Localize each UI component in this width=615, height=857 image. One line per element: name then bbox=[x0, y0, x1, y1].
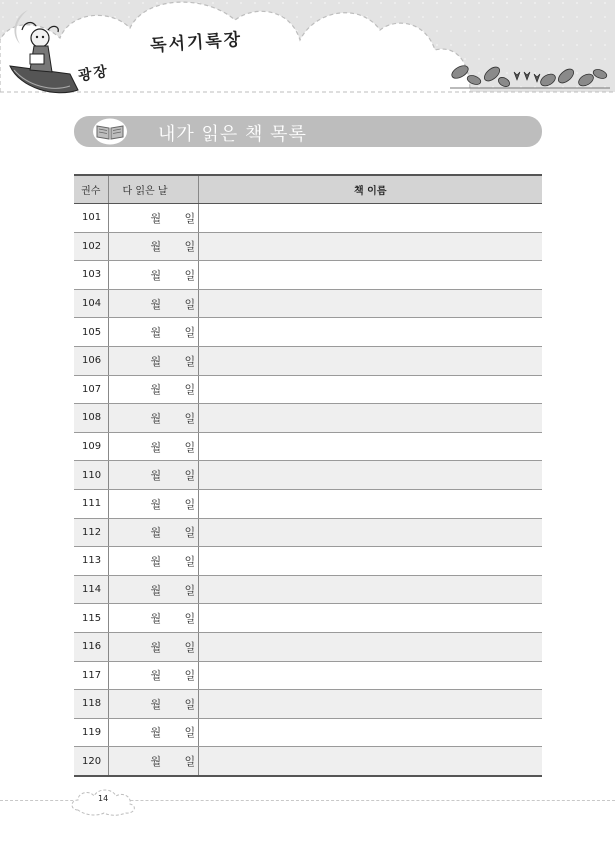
table-row bbox=[74, 718, 542, 747]
volume-cell: 104 bbox=[74, 289, 108, 318]
month-unit-label: 월 bbox=[150, 612, 162, 626]
month-unit-label: 월 bbox=[150, 297, 162, 311]
table-row bbox=[74, 604, 542, 633]
open-book-icon bbox=[92, 118, 128, 145]
book-name-cell[interactable] bbox=[198, 261, 542, 290]
day-unit-label: 일 bbox=[184, 383, 196, 397]
date-cell[interactable] bbox=[108, 204, 198, 233]
table-body bbox=[74, 204, 542, 776]
day-unit-label: 일 bbox=[184, 497, 196, 511]
volume-cell: 103 bbox=[74, 261, 108, 290]
day-unit-label: 일 bbox=[184, 268, 196, 282]
volume-cell: 105 bbox=[74, 318, 108, 347]
date-cell[interactable] bbox=[108, 289, 198, 318]
volume-cell: 118 bbox=[74, 690, 108, 719]
date-cell[interactable] bbox=[108, 575, 198, 604]
table-row bbox=[74, 261, 542, 290]
volume-cell: 114 bbox=[74, 575, 108, 604]
book-name-cell[interactable] bbox=[198, 747, 542, 776]
book-name-cell[interactable] bbox=[198, 375, 542, 404]
header-volume: 권수 bbox=[74, 175, 108, 204]
volume-cell: 102 bbox=[74, 232, 108, 261]
book-name-cell[interactable] bbox=[198, 232, 542, 261]
table-row bbox=[74, 690, 542, 719]
table-row bbox=[74, 432, 542, 461]
day-unit-label: 일 bbox=[184, 554, 196, 568]
month-unit-label: 월 bbox=[150, 411, 162, 425]
date-cell[interactable] bbox=[108, 232, 198, 261]
volume-cell: 111 bbox=[74, 489, 108, 518]
day-unit-label: 일 bbox=[184, 526, 196, 540]
page-header bbox=[0, 0, 615, 110]
month-unit-label: 월 bbox=[150, 583, 162, 597]
book-name-cell[interactable] bbox=[198, 404, 542, 433]
day-unit-label: 일 bbox=[184, 697, 196, 711]
date-cell[interactable] bbox=[108, 718, 198, 747]
header-decoration bbox=[0, 0, 615, 110]
day-unit-label: 일 bbox=[184, 469, 196, 483]
month-unit-label: 월 bbox=[150, 440, 162, 454]
table-row bbox=[74, 375, 542, 404]
day-unit-label: 일 bbox=[184, 669, 196, 683]
volume-cell: 106 bbox=[74, 346, 108, 375]
table-row bbox=[74, 461, 542, 490]
volume-cell: 116 bbox=[74, 632, 108, 661]
date-cell[interactable] bbox=[108, 404, 198, 433]
header-book-name bbox=[198, 175, 542, 204]
table-row bbox=[74, 575, 542, 604]
date-cell[interactable] bbox=[108, 318, 198, 347]
date-cell[interactable] bbox=[108, 346, 198, 375]
table-row bbox=[74, 204, 542, 233]
date-cell[interactable] bbox=[108, 547, 198, 576]
book-name-cell[interactable] bbox=[198, 690, 542, 719]
date-cell[interactable] bbox=[108, 632, 198, 661]
day-unit-label: 일 bbox=[184, 354, 196, 368]
day-unit-label: 일 bbox=[184, 583, 196, 597]
book-name-cell[interactable] bbox=[198, 575, 542, 604]
book-name-cell[interactable] bbox=[198, 204, 542, 233]
page-number: 14 bbox=[98, 794, 109, 803]
table-row bbox=[74, 661, 542, 690]
header-book-name-text: 책 이름 bbox=[354, 186, 387, 197]
day-unit-label: 일 bbox=[184, 240, 196, 254]
volume-cell: 109 bbox=[74, 432, 108, 461]
book-list-table bbox=[74, 174, 542, 777]
section-title: 내가 읽은 책 목록 bbox=[158, 124, 307, 145]
date-cell[interactable] bbox=[108, 489, 198, 518]
table-row bbox=[74, 489, 542, 518]
month-unit-label: 월 bbox=[150, 755, 162, 769]
book-name-cell[interactable] bbox=[198, 547, 542, 576]
book-name-cell[interactable] bbox=[198, 604, 542, 633]
date-cell[interactable] bbox=[108, 690, 198, 719]
date-cell[interactable] bbox=[108, 432, 198, 461]
day-unit-label: 일 bbox=[184, 755, 196, 769]
month-unit-label: 월 bbox=[150, 326, 162, 340]
month-unit-label: 월 bbox=[150, 726, 162, 740]
day-unit-label: 일 bbox=[184, 612, 196, 626]
book-name-cell[interactable] bbox=[198, 318, 542, 347]
book-name-cell[interactable] bbox=[198, 661, 542, 690]
month-unit-label: 월 bbox=[150, 268, 162, 282]
month-unit-label: 월 bbox=[150, 669, 162, 683]
book-name-cell[interactable] bbox=[198, 289, 542, 318]
month-unit-label: 월 bbox=[150, 640, 162, 654]
month-unit-label: 월 bbox=[150, 211, 162, 225]
table-row bbox=[74, 632, 542, 661]
volume-cell: 113 bbox=[74, 547, 108, 576]
volume-cell: 101 bbox=[74, 204, 108, 233]
table-row bbox=[74, 232, 542, 261]
book-name-cell[interactable] bbox=[198, 632, 542, 661]
date-cell[interactable] bbox=[108, 461, 198, 490]
volume-cell: 107 bbox=[74, 375, 108, 404]
volume-cell: 110 bbox=[74, 461, 108, 490]
month-unit-label: 월 bbox=[150, 383, 162, 397]
month-unit-label: 월 bbox=[150, 497, 162, 511]
day-unit-label: 일 bbox=[184, 297, 196, 311]
header-date: 다 읽은 날 bbox=[108, 175, 198, 204]
table-row bbox=[74, 518, 542, 547]
day-unit-label: 일 bbox=[184, 411, 196, 425]
book-name-cell[interactable] bbox=[198, 718, 542, 747]
day-unit-label: 일 bbox=[184, 326, 196, 340]
volume-cell: 115 bbox=[74, 604, 108, 633]
volume-cell: 120 bbox=[74, 747, 108, 776]
date-cell[interactable] bbox=[108, 747, 198, 776]
date-cell[interactable] bbox=[108, 661, 198, 690]
header-label: 광장 bbox=[77, 63, 111, 85]
volume-cell: 117 bbox=[74, 661, 108, 690]
date-cell[interactable] bbox=[108, 518, 198, 547]
day-unit-label: 일 bbox=[184, 726, 196, 740]
volume-cell: 112 bbox=[74, 518, 108, 547]
month-unit-label: 월 bbox=[150, 354, 162, 368]
date-cell[interactable] bbox=[108, 604, 198, 633]
book-name-cell[interactable] bbox=[198, 432, 542, 461]
volume-cell: 119 bbox=[74, 718, 108, 747]
month-unit-label: 월 bbox=[150, 554, 162, 568]
month-unit-label: 월 bbox=[150, 526, 162, 540]
month-unit-label: 월 bbox=[150, 240, 162, 254]
book-name-cell[interactable] bbox=[198, 518, 542, 547]
month-unit-label: 월 bbox=[150, 697, 162, 711]
table-row bbox=[74, 289, 542, 318]
header-title: 독서기록장 bbox=[149, 29, 243, 57]
day-unit-label: 일 bbox=[184, 211, 196, 225]
day-unit-label: 일 bbox=[184, 640, 196, 654]
section-title-bar bbox=[74, 116, 542, 147]
book-name-cell[interactable] bbox=[198, 489, 542, 518]
date-cell[interactable] bbox=[108, 375, 198, 404]
table-row bbox=[74, 318, 542, 347]
day-unit-label: 일 bbox=[184, 440, 196, 454]
table-row bbox=[74, 404, 542, 433]
table-row bbox=[74, 346, 542, 375]
date-cell[interactable] bbox=[108, 261, 198, 290]
table-row bbox=[74, 547, 542, 576]
book-name-cell[interactable] bbox=[198, 346, 542, 375]
book-name-cell[interactable] bbox=[198, 461, 542, 490]
volume-cell: 108 bbox=[74, 404, 108, 433]
table-header-row bbox=[74, 175, 542, 204]
table-row bbox=[74, 747, 542, 776]
month-unit-label: 월 bbox=[150, 469, 162, 483]
